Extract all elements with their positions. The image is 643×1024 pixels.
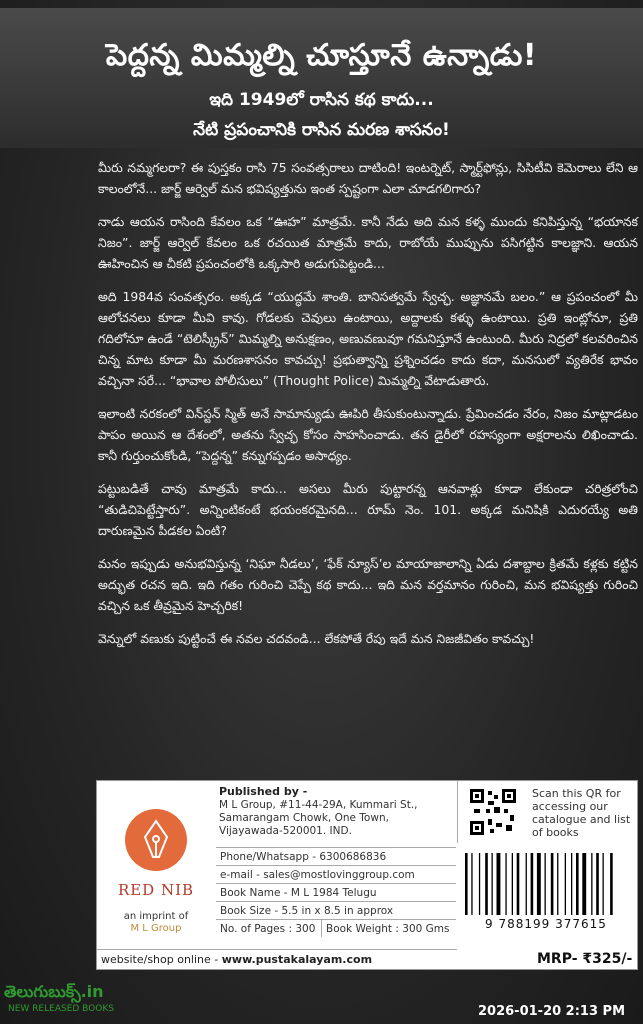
watermark-tag: NEW RELEASED BOOKS [8, 1004, 114, 1014]
published-by-label: Published by - [219, 785, 308, 798]
cover-title: పెద్దన్న మిమ్మల్ని చూస్తూనే ఉన్నాడు! [105, 38, 538, 73]
barcode-icon [461, 853, 631, 919]
cover-subtitle-2: నేటి ప్రపంచానికి రాసిన మరణ శాసనం! [193, 120, 450, 140]
website-url[interactable]: www.pustakalayam.com [221, 953, 373, 966]
publisher-address [219, 785, 455, 838]
qr-code-icon[interactable] [470, 789, 516, 835]
blurb-paragraph: వెన్నులో వణుకు పుట్టించే ఈ నవల చదవండి... లేకపోతే రేపు ఇదే మన నిజజీవితం కావచ్చు! [98, 631, 535, 646]
qr-box [457, 781, 638, 843]
website-row [97, 949, 457, 969]
publisher-panel [96, 780, 638, 970]
email-row: e-mail - sales@mostlovinggroup.com [216, 865, 456, 883]
photo-timestamp: 2026-01-20 2:13 PM [478, 1004, 626, 1019]
weight-row: Book Weight : 300 Gms [321, 919, 456, 937]
blurb [98, 157, 638, 661]
isbn-number: 9 788199 377615 [485, 917, 607, 931]
blurb-paragraph: అది 1984వ సంవత్సరం. అక్కడ “యుద్ధమే శాంతి. బానిసత్వమే స్వేచ్ఛ. అజ్ఞానమే బలం.” ఆ ప్రపంచంలో మీ ఆలోచనలు కూడా మీవి కావు. గోడలకు చెవులు ఉంటాయి, అద్దాలకు కళ్ళు ఉంటాయి. ప్రతి ఇంట్లోనూ, ప్రతి గదిలోనూ ఉండే “టెలిస్క్రీన్” మిమ్మల్ని అనుక్షణం, అణువణువూ గమనిస్తూనే ఉంటుంది. మీరు నిద్రలో కలవరించిన చిన్న మాట కూడా మీ మరణశాసనం కావచ్చు! ప్రభుత్వాన్ని ప్రశ్నించడం కాదు కదా, మనసులో వ్యతిరేక భావం వచ్చినా సరే... “భావాల పోలీసులు” (Thought Police) మిమ్మల్ని వేటాడుతారు. [98, 289, 638, 388]
pages-row: No. of Pages : 300 [216, 919, 321, 937]
blurb-paragraph: మీరు నమ్మగలరా? ఈ పుస్తకం రాసి 75 సంవత్సరాలు దాటింది! ఇంటర్నెట్, స్మార్ట్‌ఫోన్లు, సిసిటీవి కెమెరాలు లేని ఆ కాలంలోనే... జార్జ్ ఆర్వెల్ మన భవిష్యత్తును ఇంత స్పష్టంగా ఎలా చూడగలిగారు? [98, 160, 638, 196]
blurb-paragraph: ఇలాంటి నరకంలో విన్‌స్టన్ స్మిత్ అనే సామాన్యుడు ఊపిరి తీసుకుంటున్నాడు. ప్రేమించడం నేరం, నిజం మాట్లాడటం పాపం అయిన ఆ దేశంలో, అతను స్వేచ్ఛ కోసం సాహసించాడు. తన డైరీలో రహస్యంగా అక్షరాలను లిఖించాడు. కానీ గుర్తుంచుకోండి, “పెద్దన్న” కన్నుగప్పడం అసాధ్యం. [98, 406, 638, 463]
blurb-paragraph: పట్టుబడితే చావు మాత్రమే కాదు... అసలు మీరు పుట్టారన్న ఆనవాళ్లు కూడా లేకుండా చరిత్రలోంచి “తుడిచిపెట్టేస్తారు”. అన్నింటికంటే భయంకరమైనది... రూమ్ నెం. 101. అక్కడ మనిషికి ఎదురయ్యే అతి దారుణమైన పీడకల ఏంటి? [98, 481, 638, 538]
cover-subtitle-1: ఇది 1949లో రాసిన కథ కాదు... [209, 90, 434, 110]
phone-row: Phone/Whatsapp - 6300686836 [216, 847, 456, 865]
imprint-group: M L Group [130, 923, 182, 934]
brand-name: RED NIB [117, 881, 195, 899]
imprint-label: an imprint of [123, 911, 189, 922]
price-label: MRP- ₹325/- [537, 951, 633, 967]
address-line: Vijayawada-520001. IND. [219, 825, 352, 837]
website-label: website/shop online - [101, 953, 219, 966]
qr-caption: Scan this QR for accessing our catalogue and list of books [532, 787, 631, 839]
blurb-paragraph: మనం ఇప్పుడు అనుభవిస్తున్న ‘నిఘా నీడలు’, ‘ఫేక్ న్యూస్’ల మాయాజాలాన్ని ఏడు దశాబ్దాల క్రితమే కళ్లకు కట్టిన అద్భుత రచన ఇది. ఇది గతం గురించి చెప్పే కథ కాదు... ఇది మన వర్తమానం గురించి, మన భవిష్యత్తు గురించి వచ్చిన ఒక తీవ్రమైన హెచ్చరిక! [98, 556, 638, 613]
nib-shape-icon [143, 819, 169, 859]
book-size-row: Book Size - 5.5 in x 8.5 in approx [216, 901, 456, 919]
book-name-row: Book Name - M L 1984 Telugu [216, 883, 456, 901]
watermark-site: తెలుగుబుక్స్.in [4, 982, 104, 1001]
address-line: Samarangam Chowk, One Town, [219, 812, 389, 824]
blurb-paragraph: నాడు ఆయన రాసింది కేవలం ఒక “ఊహ” మాత్రమే. కానీ నేడు అది మన కళ్ళ ముందు కనిపిస్తున్న “భయానక నిజం”. జార్జ్ ఆర్వెల్ కేవలం ఒక రచయిత మాత్రమే కాదు, రాబోయే ముప్పును పసిగట్టిన కాలజ్ఞాని. ఆయన ఊహించిన ఆ చీకటి ప్రపంచంలోకి ఒక్కసారి అడుగుపెట్టండి... [98, 214, 638, 271]
publisher-logo [97, 781, 215, 969]
address-line: M L Group, #11-44-29A, Kummari St., [219, 799, 418, 811]
